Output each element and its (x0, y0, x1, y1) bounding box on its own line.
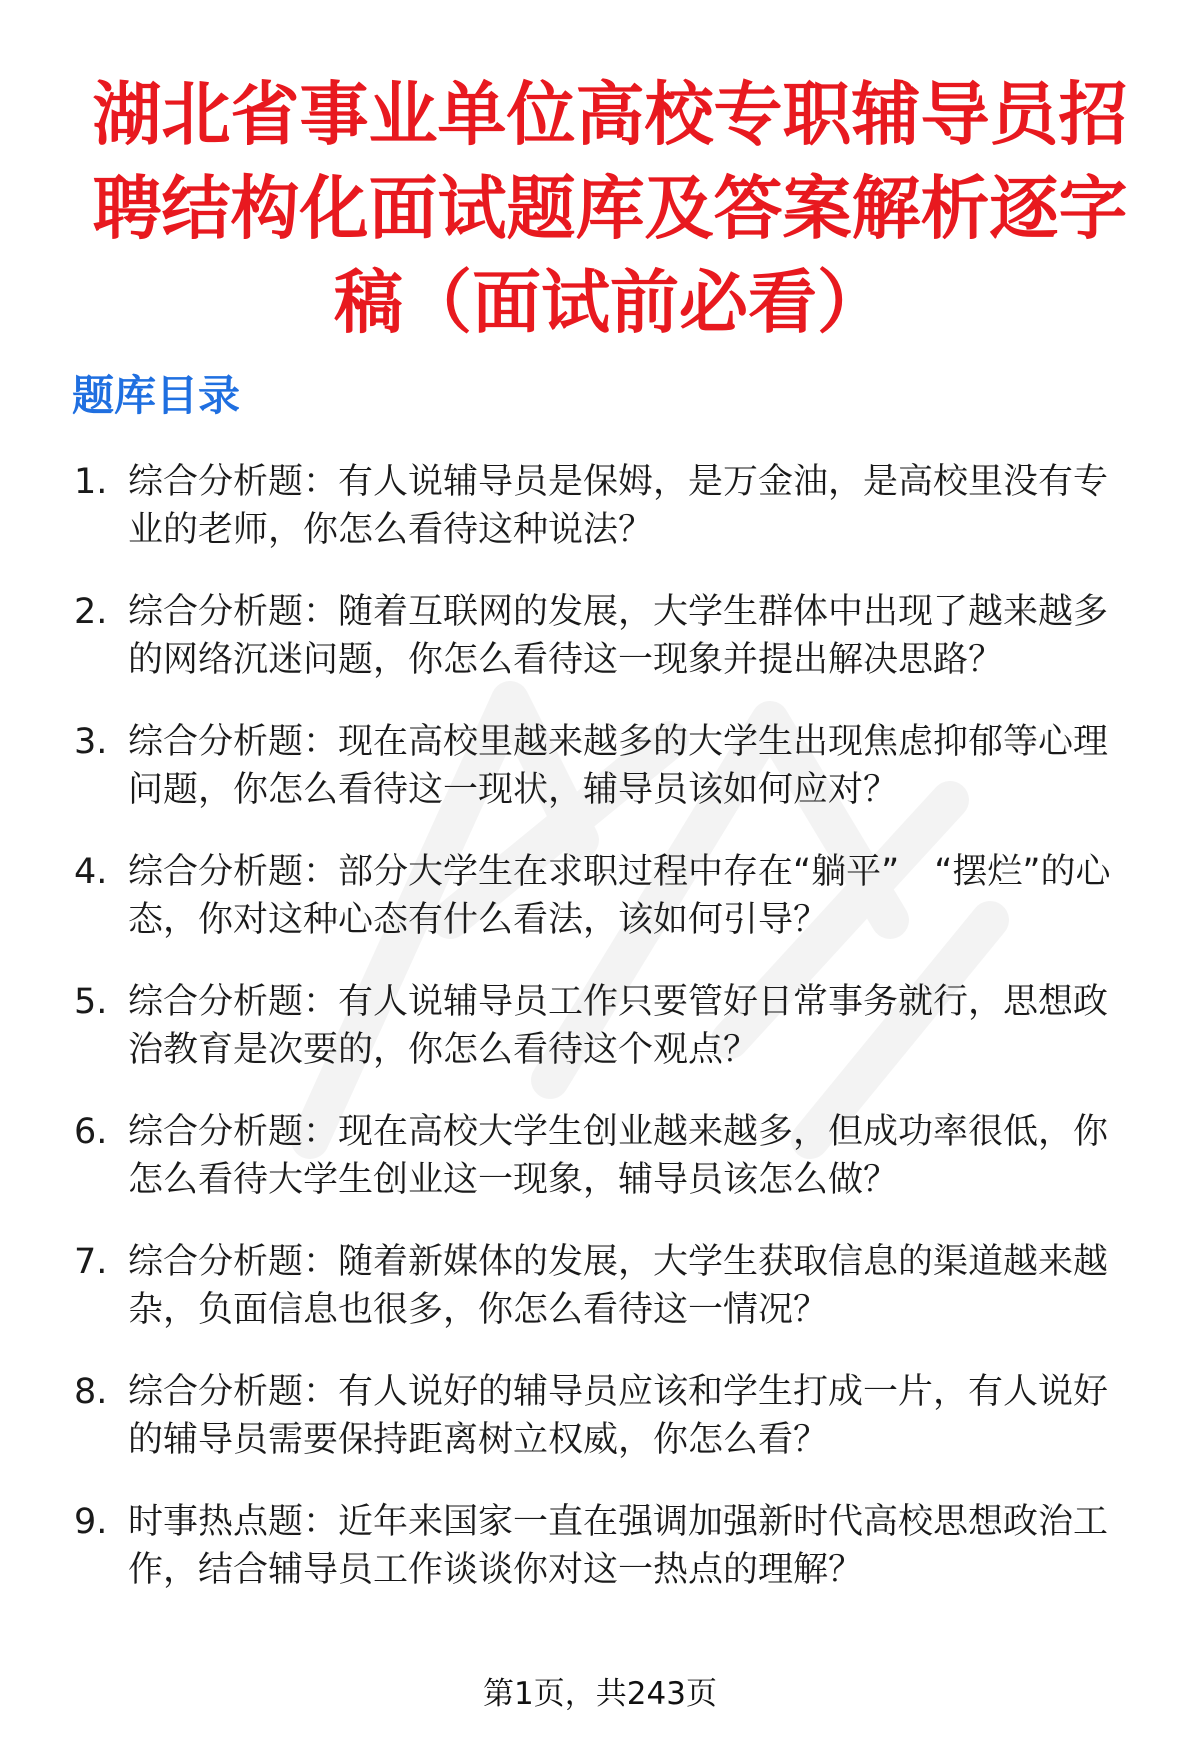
toc-item-text: 综合分析题：随着新媒体的发展，大学生获取信息的渠道越来越杂，负面信息也很多，你怎么看待这一情况？ (128, 1242, 1109, 1330)
toc-item (72, 978, 1142, 1108)
toc-item-text: 综合分析题：部分大学生在求职过程中存在“躺平” “摆烂”的心态，你对这种心态有什么看法，该如何引导？ (128, 852, 1111, 940)
toc-item (72, 1368, 1142, 1498)
toc-item (72, 458, 1142, 588)
toc-item (72, 848, 1142, 978)
toc-item (72, 1498, 1142, 1628)
toc-item-number: 9. (74, 1502, 108, 1542)
toc-item-number: 3. (74, 722, 108, 762)
toc-item-number: 4. (74, 852, 108, 892)
toc-item-text: 综合分析题：有人说辅导员是保姆，是万金油，是高校里没有专业的老师，你怎么看待这种说法？ (128, 462, 1109, 550)
toc-item (72, 718, 1142, 848)
toc-item-number: 6. (74, 1112, 108, 1152)
toc-item-number: 8. (74, 1372, 108, 1412)
document-title: 湖北省事业单位高校专职辅导员招聘结构化面试题库及答案解析逐字稿（面试前必看） (92, 75, 1128, 343)
toc-item-number: 5. (74, 982, 108, 1022)
toc-item-text: 综合分析题：有人说好的辅导员应该和学生打成一片，有人说好的辅导员需要保持距离树立权威，你怎么看？ (128, 1372, 1109, 1460)
toc-item-number: 1. (74, 462, 108, 502)
toc-list (72, 458, 1142, 1628)
toc-item-text: 时事热点题：近年来国家一直在强调加强新时代高校思想政治工作，结合辅导员工作谈谈你对这一热点的理解？ (128, 1502, 1109, 1590)
toc-item-number: 2. (74, 592, 108, 632)
toc-item (72, 1108, 1142, 1238)
toc-item-text: 综合分析题：现在高校里越来越多的大学生出现焦虑抑郁等心理问题，你怎么看待这一现状，辅导员该如何应对？ (128, 722, 1109, 810)
toc-item (72, 588, 1142, 718)
toc-item-number: 7. (74, 1242, 108, 1282)
page-footer: 第1页，共243页 (483, 1676, 717, 1712)
toc-item-text: 综合分析题：有人说辅导员工作只要管好日常事务就行，思想政治教育是次要的，你怎么看待这个观点？ (128, 982, 1109, 1070)
toc-item-text: 综合分析题：随着互联网的发展，大学生群体中出现了越来越多的网络沉迷问题，你怎么看待这一现象并提出解决思路？ (128, 592, 1109, 680)
toc-item-text: 综合分析题：现在高校大学生创业越来越多，但成功率很低，你怎么看待大学生创业这一现象，辅导员该怎么做？ (128, 1112, 1109, 1200)
toc-heading: 题库目录 (72, 371, 241, 420)
toc-item (72, 1238, 1142, 1368)
